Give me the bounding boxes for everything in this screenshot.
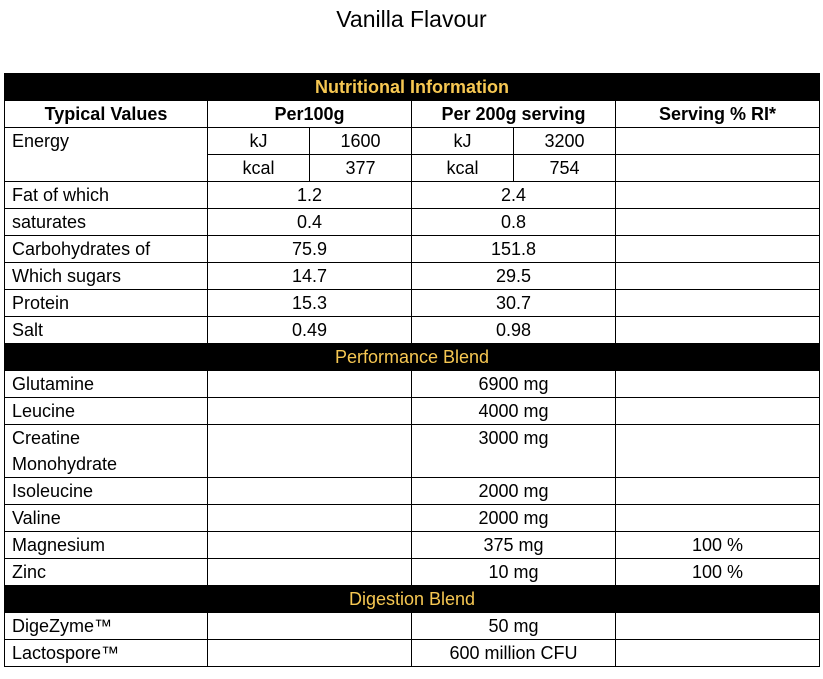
ingredient-label: DigeZyme™ — [5, 613, 208, 640]
per100-cell — [208, 640, 412, 667]
energy-kj-unit: kJ — [412, 128, 514, 155]
ingredient-label: Creatine — [12, 428, 81, 448]
ingredient-per200: 2000 mg — [412, 478, 616, 505]
per100-cell — [208, 371, 412, 398]
page-title: Vanilla Flavour — [336, 6, 487, 32]
per100-cell — [208, 559, 412, 586]
energy-kcal-per100: 377 — [310, 155, 412, 182]
ingredient-per200: 3000 mg — [412, 425, 616, 478]
table-row — [5, 128, 820, 155]
ri-cell — [616, 290, 820, 317]
per100-cell — [208, 532, 412, 559]
energy-kcal-unit: kcal — [412, 155, 514, 182]
ri-cell — [616, 209, 820, 236]
ingredient-per200: 50 mg — [412, 613, 616, 640]
ri-cell — [616, 236, 820, 263]
nutrient-per200: 151.8 — [412, 236, 616, 263]
table-row — [5, 505, 820, 532]
section-header-digestion: Digestion Blend — [5, 586, 820, 613]
ri-cell — [616, 155, 820, 182]
table-row — [5, 182, 820, 209]
nutrient-per100: 0.49 — [208, 317, 412, 344]
ingredient-ri — [616, 505, 820, 532]
nutrient-per200: 2.4 — [412, 182, 616, 209]
section-row — [5, 586, 820, 613]
table-row — [5, 398, 820, 425]
per100-cell — [208, 478, 412, 505]
ri-cell — [616, 640, 820, 667]
ingredient-ri — [616, 425, 820, 478]
table-row — [5, 640, 820, 667]
energy-kcal-unit: kcal — [208, 155, 310, 182]
nutrient-per100: 14.7 — [208, 263, 412, 290]
ingredient-ri: 100 % — [616, 532, 820, 559]
nutrient-per100: 15.3 — [208, 290, 412, 317]
ingredient-label: Isoleucine — [5, 478, 208, 505]
per100-cell — [208, 398, 412, 425]
per100-cell — [208, 425, 412, 478]
table-row — [5, 478, 820, 505]
table-row — [5, 559, 820, 586]
ingredient-ri: 100 % — [616, 559, 820, 586]
col-header-per200: Per 200g serving — [412, 101, 616, 128]
nutrient-per200: 0.8 — [412, 209, 616, 236]
section-row — [5, 74, 820, 101]
ri-cell — [616, 263, 820, 290]
energy-kj-per200: 3200 — [514, 128, 616, 155]
per100-cell — [208, 613, 412, 640]
ingredient-per200: 375 mg — [412, 532, 616, 559]
ingredient-per200: 600 million CFU — [412, 640, 616, 667]
col-header-typical: Typical Values — [5, 101, 208, 128]
section-header-performance: Performance Blend — [5, 344, 820, 371]
nutrient-label: Fat of which — [5, 182, 208, 209]
nutrient-per100: 0.4 — [208, 209, 412, 236]
ingredient-per200: 2000 mg — [412, 505, 616, 532]
per100-cell — [208, 505, 412, 532]
energy-kcal-per200: 754 — [514, 155, 616, 182]
ingredient-label: Glutamine — [5, 371, 208, 398]
column-header-row — [5, 101, 820, 128]
nutrient-per100: 75.9 — [208, 236, 412, 263]
col-header-per100: Per100g — [208, 101, 412, 128]
section-row — [5, 344, 820, 371]
nutrient-per200: 30.7 — [412, 290, 616, 317]
ingredient-label: Zinc — [5, 559, 208, 586]
section-header-nutrition: Nutritional Information — [5, 74, 820, 101]
ingredient-per200: 4000 mg — [412, 398, 616, 425]
table-row — [5, 290, 820, 317]
ri-cell — [616, 128, 820, 155]
ingredient-label: Valine — [5, 505, 208, 532]
table-row — [5, 209, 820, 236]
nutrient-label: Which sugars — [5, 263, 208, 290]
nutrient-per200: 29.5 — [412, 263, 616, 290]
nutrient-per200: 0.98 — [412, 317, 616, 344]
table-row — [5, 425, 820, 478]
ingredient-label: Lactospore™ — [5, 640, 208, 667]
nutrient-label: Salt — [5, 317, 208, 344]
nutrient-label: Protein — [5, 290, 208, 317]
nutrient-label: Carbohydrates of — [5, 236, 208, 263]
ingredient-ri — [616, 371, 820, 398]
table-row — [5, 263, 820, 290]
table-row — [5, 317, 820, 344]
ingredient-per200: 6900 mg — [412, 371, 616, 398]
ingredient-ri — [616, 478, 820, 505]
energy-label: Energy — [5, 128, 208, 182]
ingredient-ri — [616, 398, 820, 425]
nutrition-table — [4, 73, 820, 667]
ingredient-label: Leucine — [5, 398, 208, 425]
table-row — [5, 371, 820, 398]
ri-cell — [616, 317, 820, 344]
nutrient-label: saturates — [5, 209, 208, 236]
energy-kj-per100: 1600 — [310, 128, 412, 155]
energy-kj-unit: kJ — [208, 128, 310, 155]
ri-cell — [616, 182, 820, 209]
table-row — [5, 613, 820, 640]
ingredient-label-cell — [5, 425, 208, 478]
col-header-ri: Serving % RI* — [616, 101, 820, 128]
table-row — [5, 236, 820, 263]
ri-cell — [616, 613, 820, 640]
nutrient-per100: 1.2 — [208, 182, 412, 209]
ingredient-label-line2: Monohydrate — [12, 454, 118, 474]
table-row — [5, 532, 820, 559]
ingredient-per200: 10 mg — [412, 559, 616, 586]
ingredient-label: Magnesium — [5, 532, 208, 559]
